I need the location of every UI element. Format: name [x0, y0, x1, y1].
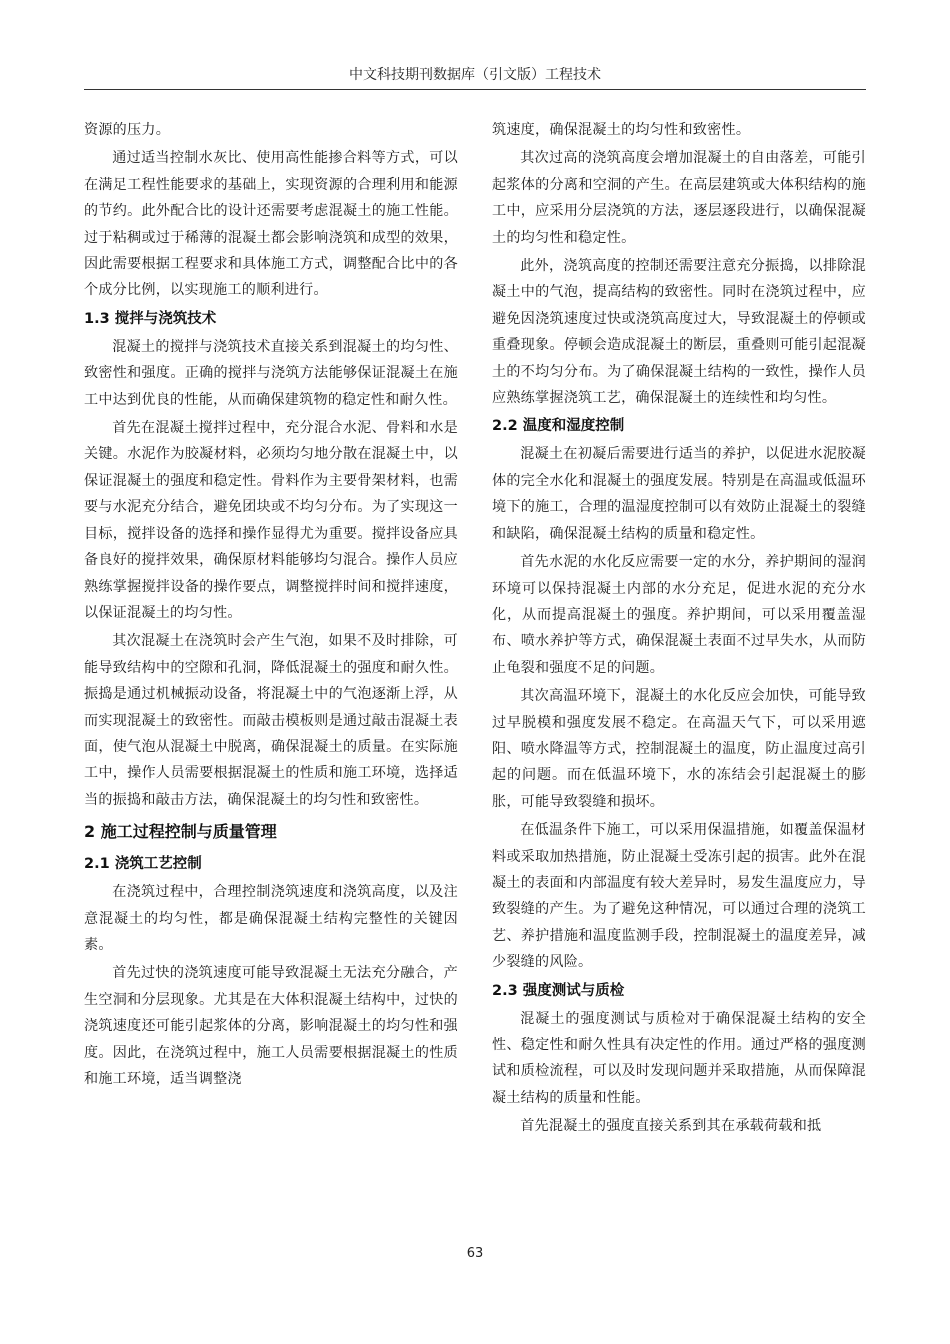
subsection-heading: 1.3 搅拌与浇筑技术: [84, 310, 217, 327]
right-column: [492, 117, 866, 1142]
body-paragraph: 在浇筑过程中，合理控制浇筑速度和浇筑高度，以及注意混凝土的均匀性，都是确保混凝土结构完整性的关键因素。: [84, 884, 458, 953]
body-paragraph: 其次过高的浇筑高度会增加混凝土的自由落差，可能引起浆体的分离和空洞的产生。在高层建筑或大体积结构的施工中，应采用分层浇筑的方法，逐层逐段进行，以确保混凝土的均匀性和稳定性。: [492, 150, 866, 246]
subsection-heading: 2.2 温度和湿度控制: [492, 418, 625, 435]
body-paragraph: 其次混凝土在浇筑时会产生气泡，如果不及时排除，可能导致结构中的空隙和孔洞，降低混凝土的强度和耐久性。振捣是通过机械振动设备，将混凝土中的气泡逐渐上浮，从而实现混凝土的致密性。而敲击模板则是通过敲击混凝土表面，使气泡从混凝土中脱离，确保混凝土的质量。在实际施工中，操作人员需要根据混凝土的性质和施工环境，选择适当的振捣和敲击方法，确保混凝土的均匀性和致密性。: [84, 633, 458, 808]
section-heading: 2 施工过程控制与质量管理: [84, 822, 277, 842]
body-paragraph: 在低温条件下施工，可以采用保温措施，如覆盖保温材料或采取加热措施，防止混凝土受冻引起的损害。此外在混凝土的表面和内部温度有较大差异时，易发生温度应力，导致裂缝的产生。为了避免这种情况，可以通过合理的浇筑工艺、养护措施和温度监测手段，控制混凝土的温度差异，减少裂缝的风险。: [492, 822, 866, 971]
body-paragraph: 资源的压力。: [84, 122, 171, 138]
body-paragraph: 首先过快的浇筑速度可能导致混凝土无法充分融合，产生空洞和分层现象。尤其是在大体积混凝土结构中，过快的浇筑速度还可能引起浆体的分离，影响混凝土的均匀性和强度。因此，在浇筑过程中，施工人员需要根据混凝土的性质和施工环境，适当调整浇: [84, 965, 458, 1087]
body-paragraph: 首先混凝土的强度直接关系到其在承载荷载和抵: [520, 1118, 822, 1135]
subsection-heading: 2.1 浇筑工艺控制: [84, 856, 202, 873]
body-paragraph: 此外，浇筑高度的控制还需要注意充分振捣，以排除混凝土中的气泡，提高结构的致密性。同时在浇筑过程中，应避免因浇筑速度过快或浇筑高度过大，导致混凝土的停顿或重叠现象。停顿会造成混凝土的断层，重叠则可能引起混凝土的不均匀分布。为了确保混凝土结构的一致性，操作人员应熟练掌握浇筑工艺，确保混凝土的连续性和均匀性。: [492, 258, 866, 407]
journal-header: 中文科技期刊数据库（引文版）工程技术: [349, 67, 601, 83]
body-paragraph: 混凝土在初凝后需要进行适当的养护，以促进水泥胶凝体的完全水化和混凝土的强度发展。特别是在高温或低温环境下的施工，合理的温湿度控制可以有效防止混凝土的裂缝和缺陷，确保混凝土结构的质量和稳定性。: [492, 446, 866, 542]
body-paragraph: 混凝土的强度测试与质检对于确保混凝土结构的安全性、稳定性和耐久性具有决定性的作用。通过严格的强度测试和质检流程，可以及时发现问题并采取措施，从而保障混凝土结构的质量和性能。: [492, 1010, 866, 1106]
subsection-heading: 2.3 强度测试与质检: [492, 982, 625, 999]
body-paragraph: 通过适当控制水灰比、使用高性能掺合料等方式，可以在满足工程性能要求的基础上，实现资源的合理利用和能源的节约。此外配合比的设计还需要考虑混凝土的施工性能。过于粘稠或过于稀薄的混凝土都会影响浇筑和成型的效果，因此需要根据工程要求和具体施工方式，调整配合比中的各个成分比例，以实现施工的顺利进行。: [84, 150, 458, 299]
body-paragraph: 筑速度，确保混凝土的均匀性和致密性。: [492, 122, 751, 138]
body-paragraph: 其次高温环境下，混凝土的水化反应会加快，可能导致过早脱模和强度发展不稳定。在高温天气下，可以采用遮阳、喷水降温等方式，控制混凝土的温度，防止温度过高引起的问题。而在低温环境下，水的冻结会引起混凝土的膨胀，可能导致裂缝和损坏。: [492, 688, 866, 810]
left-column: [84, 117, 458, 1094]
header-rule: [84, 89, 866, 90]
body-paragraph: 首先水泥的水化反应需要一定的水分，养护期间的湿润环境可以保持混凝土内部的水分充足，促进水泥的充分水化，从而提高混凝土的强度。养护期间，可以采用覆盖湿布、喷水养护等方式，确保混凝土表面不过早失水，从而防止龟裂和强度不足的问题。: [492, 554, 866, 676]
body-paragraph: 混凝土的搅拌与浇筑技术直接关系到混凝土的均匀性、致密性和强度。正确的搅拌与浇筑方法能够保证混凝土在施工中达到优良的性能，从而确保建筑物的稳定性和耐久性。: [84, 338, 458, 408]
body-paragraph: 首先在混凝土搅拌过程中，充分混合水泥、骨料和水是关键。水泥作为胶凝材料，必须均匀地分散在混凝土中，以保证混凝土的强度和稳定性。骨料作为主要骨架材料，也需要与水泥充分结合，避免团块或不均匀分布。为了实现这一目标，搅拌设备的选择和操作显得尤为重要。搅拌设备应具备良好的搅拌效果，确保原材料能够均匀混合。操作人员应熟练掌握搅拌设备的操作要点，调整搅拌时间和搅拌速度，以保证混凝土的均匀性。: [84, 420, 458, 621]
page-number: 63: [466, 1246, 484, 1261]
